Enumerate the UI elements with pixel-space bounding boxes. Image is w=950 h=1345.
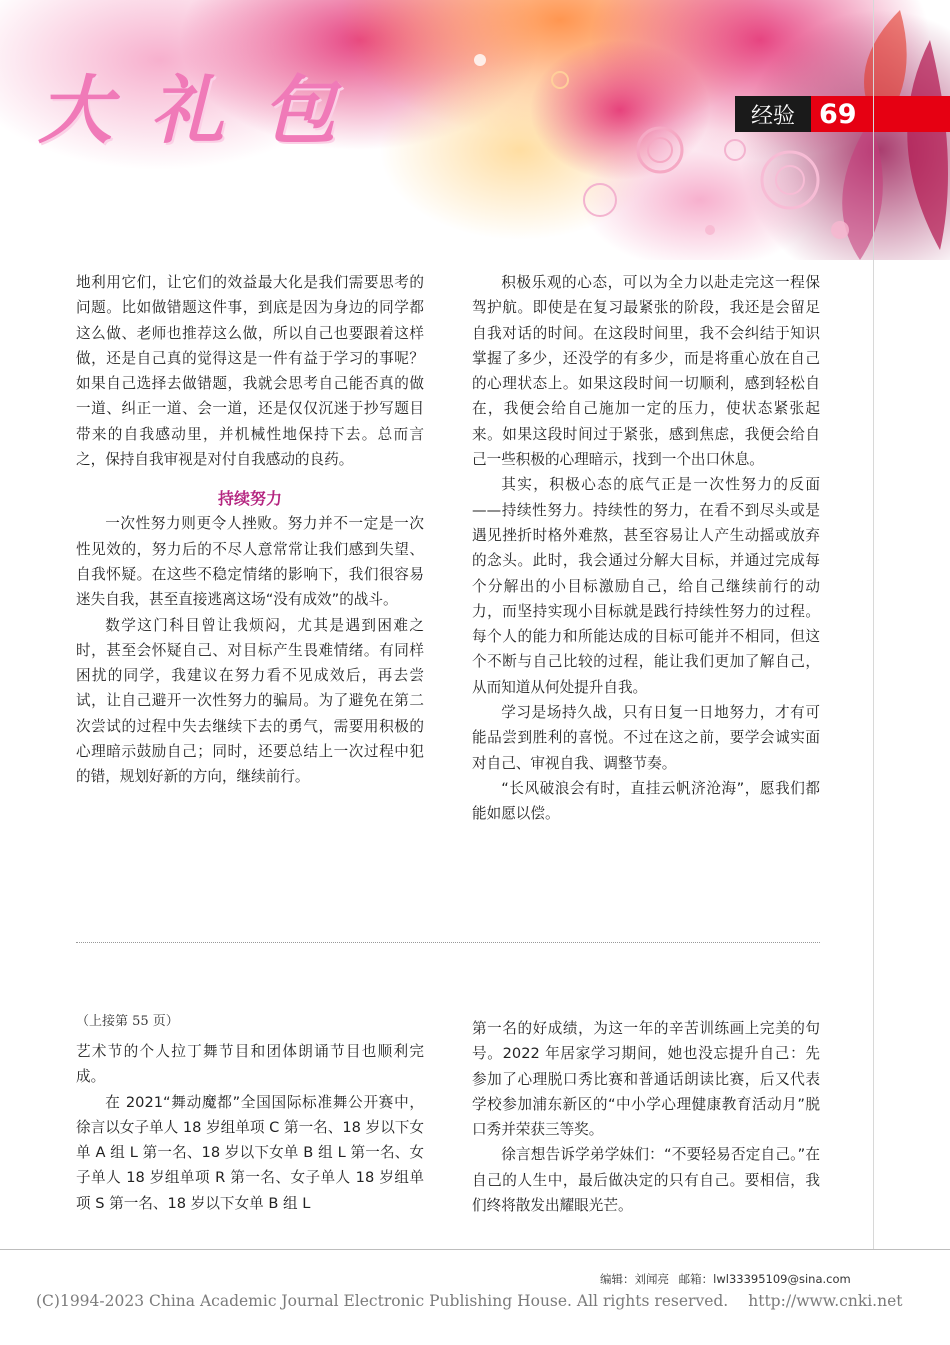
- copyright-footer: [36, 1292, 902, 1310]
- footer-url[interactable]: http://www.cnki.net: [748, 1292, 903, 1310]
- section-label: 经验: [735, 96, 811, 132]
- section-badge: [735, 96, 950, 132]
- right-paragraph-4: “长风破浪会有时，直挂云帆济沧海”，愿我们都能如愿以偿。: [472, 779, 820, 823]
- bottom-right-paragraph-2: 徐言想告诉学弟学妹们：“不要轻易否定自己。”在自己的人生中，最后做决定的只有自己。要相信，我们终将散发出耀眼光芒。: [472, 1146, 820, 1215]
- page-number: 69: [811, 96, 950, 132]
- right-column: [472, 270, 820, 827]
- left-column: [76, 270, 424, 790]
- editor-name: 编辑：刘闻亮: [600, 1272, 669, 1286]
- continued-note: （上接第 55 页）: [76, 1014, 179, 1029]
- copyright-text: (C)1994-2023 China Academic Journal Electronic Publishing House. All rights reserved.: [36, 1292, 729, 1310]
- right-paragraph-1: 积极乐观的心态，可以为全力以赴走完这一程保驾护航。即使是在复习最紧张的阶段，我还是会留足自我对话的时间。在这段时间里，我不会纠结于知识掌握了多少，还没学的有多少，而是将重心放在自己的心理状态上。如果这段时间一切顺利，感到轻松自在，我便会给自己施加一定的压力，使状态紧张起来。如果这段时间过于紧张，感到焦虑，我便会给自己一些积极的心理暗示，找到一个出口休息。: [472, 274, 820, 469]
- editor-email: 邮箱：lwl33395109@sina.com: [678, 1272, 851, 1286]
- bottom-left-paragraph-2: 在 2021“舞动魔都”全国国际标准舞公开赛中，徐言以女子单人 18 岁组单项 C 第一名、18 岁以下女单 A 组 L 第一名、18 岁以下女单 B 组 L 第一名、女子单人 18 岁组单项 R 第一名、女子单人 18 岁组单项 S 第一名、18 岁以下女单 B 组 L: [76, 1093, 424, 1212]
- section-heading: 持续努力: [217, 489, 282, 509]
- left-paragraph-2: 一次性努力则更令人挫败。努力并不一定是一次性见效的，努力后的不尽人意常常让我们感到失望、自我怀疑。在这些不稳定情绪的影响下，我们很容易迷失自我，甚至直接逃离这场“没有成效”的战斗。: [76, 515, 424, 609]
- left-paragraph-3: 数学这门科目曾让我烦闷，尤其是遇到困难之时，甚至会怀疑自己、对目标产生畏难情绪。有同样困扰的同学，我建议在努力看不见成效后，再去尝试，让自己避开一次性努力的骗局。为了避免在第二次尝试的过程中失去继续下去的勇气，需要用积极的心理暗示鼓励自己；同时，还要总结上一次过程中犯的错，规划好新的方向，继续前行。: [76, 616, 424, 786]
- bottom-divider: [0, 1249, 950, 1250]
- bottom-right-paragraph-1: 第一名的好成绩，为这一年的辛苦训练画上完美的句号。2022 年居家学习期间，她也没忘提升自己：先参加了心理脱口秀比赛和普通话朗读比赛，后又代表学校参加浦东新区的“中小学心理健康教育活动月”脱口秀并荣获三等奖。: [472, 1020, 820, 1139]
- editor-line: [600, 1271, 857, 1287]
- title-art: 大礼包: [38, 68, 374, 154]
- bottom-right-column: [472, 1016, 820, 1218]
- dotted-divider: [76, 942, 820, 943]
- right-paragraph-2: 其实，积极心态的底气正是一次性努力的反面——持续性努力。持续性的努力，在看不到尽头或是遇见挫折时格外难熬，甚至容易让人产生动摇或放弃的念头。此时，我会通过分解大目标，并通过完成每个分解出的小目标激励自己，给自己继续前行的动力，而坚持实现小目标就是践行持续性努力的过程。每个人的能力和所能达成的目标可能并不相同，但这个不断与自己比较的过程，能让我们更加了解自己，从而知道从何处提升自我。: [472, 476, 820, 696]
- left-paragraph-1: 地利用它们，让它们的效益最大化是我们需要思考的问题。比如做错题这件事，到底是因为身边的同学都这么做、老师也推荐这么做，所以自己也要跟着这样做，还是自己真的觉得这是一件有益于学习的事呢？如果自己选择去做错题，我就会思考自己能否真的做一道、纠正一道、会一道，还是仅仅沉迷于抄写题目带来的自我感动里，并机械性地保持下去。总而言之，保持自我审视是对付自我感动的良药。: [76, 274, 424, 469]
- bottom-left-column: [76, 1009, 424, 1216]
- bottom-left-paragraph-1: 艺术节的个人拉丁舞节目和团体朗诵节目也顺利完成。: [76, 1043, 424, 1086]
- right-paragraph-3: 学习是场持久战，只有日复一日地努力，才有可能品尝到胜利的喜悦。不过在这之前，要学会诚实面对自己、审视自我、调整节奏。: [472, 704, 820, 772]
- right-margin-rule: [873, 0, 874, 1250]
